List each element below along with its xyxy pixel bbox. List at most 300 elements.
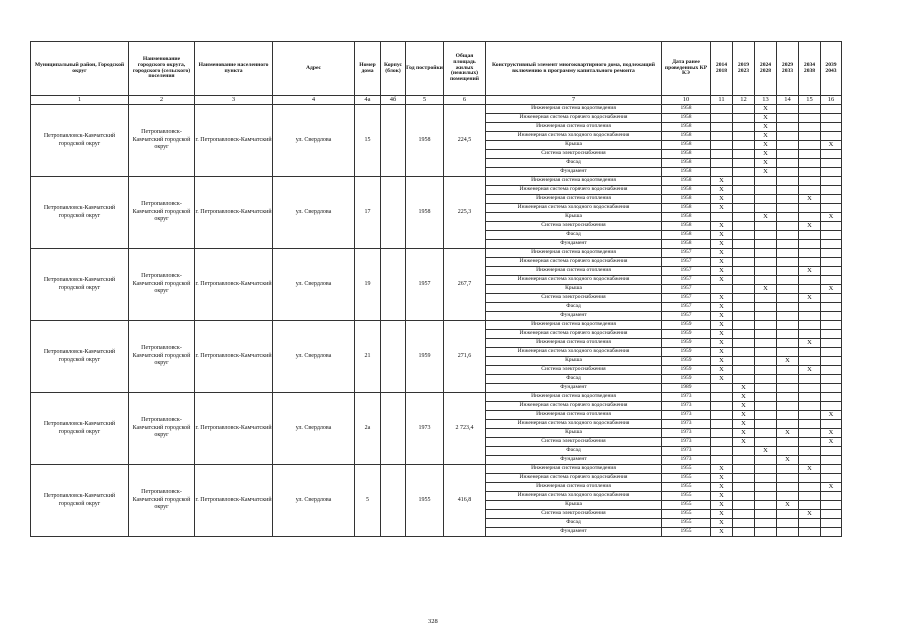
column-number: 16 <box>821 96 842 105</box>
prior-repair-date-cell: 1958 <box>662 105 711 114</box>
prior-repair-date-cell: 1958 <box>662 177 711 186</box>
period-mark-cell <box>799 474 821 483</box>
period-mark-cell <box>821 528 842 537</box>
element-cell: Крыша <box>486 213 662 222</box>
period-mark-cell <box>733 231 755 240</box>
period-mark-cell: X <box>755 168 777 177</box>
period-mark-cell <box>733 312 755 321</box>
period-mark-cell <box>799 519 821 528</box>
header-row <box>31 42 842 96</box>
table-row <box>31 105 842 114</box>
period-mark-cell <box>711 159 733 168</box>
period-mark-cell <box>799 384 821 393</box>
prior-repair-date-cell: 1958 <box>662 240 711 249</box>
period-mark-cell <box>821 393 842 402</box>
period-mark-cell <box>755 321 777 330</box>
period-mark-cell: X <box>711 375 733 384</box>
period-mark-cell <box>799 168 821 177</box>
period-mark-cell <box>755 312 777 321</box>
period-mark-cell <box>777 258 799 267</box>
period-mark-cell <box>799 357 821 366</box>
column-header: Конструктивный элемент многоквартирного дома, подлежащий включению в программу капитального ремонта <box>486 42 662 96</box>
period-mark-cell <box>711 420 733 429</box>
period-mark-cell <box>777 465 799 474</box>
settlement-cell: Петропавловск-Камчатский городской округ <box>129 465 195 537</box>
period-mark-cell <box>711 114 733 123</box>
period-mark-cell <box>733 303 755 312</box>
period-mark-cell: X <box>799 294 821 303</box>
period-mark-cell: X <box>711 312 733 321</box>
period-mark-cell <box>777 411 799 420</box>
period-mark-cell <box>821 168 842 177</box>
period-mark-cell <box>799 456 821 465</box>
block-cell <box>381 105 406 177</box>
locality-cell: г. Петропавловск-Камчатский <box>195 249 273 321</box>
period-mark-cell <box>777 366 799 375</box>
period-mark-cell <box>711 402 733 411</box>
period-mark-cell <box>821 132 842 141</box>
period-mark-cell <box>799 186 821 195</box>
column-number: 4б <box>381 96 406 105</box>
period-mark-cell <box>755 177 777 186</box>
period-mark-cell: X <box>755 285 777 294</box>
element-cell: Инженерная система водоотведения <box>486 177 662 186</box>
period-mark-cell <box>733 339 755 348</box>
period-mark-cell <box>755 474 777 483</box>
period-mark-cell <box>755 483 777 492</box>
period-mark-cell <box>733 258 755 267</box>
period-mark-cell <box>799 141 821 150</box>
period-mark-cell <box>777 105 799 114</box>
column-header: Год постройки <box>406 42 444 96</box>
period-mark-cell <box>821 150 842 159</box>
period-mark-cell <box>777 384 799 393</box>
period-mark-cell <box>799 132 821 141</box>
period-mark-cell <box>733 249 755 258</box>
prior-repair-date-cell: 1957 <box>662 276 711 285</box>
prior-repair-date-cell: 1973 <box>662 438 711 447</box>
period-mark-cell <box>799 240 821 249</box>
period-mark-cell: X <box>711 474 733 483</box>
period-mark-cell <box>755 240 777 249</box>
element-cell: Фасад <box>486 231 662 240</box>
period-mark-cell <box>799 375 821 384</box>
prior-repair-date-cell: 1958 <box>662 213 711 222</box>
period-mark-cell: X <box>799 267 821 276</box>
element-cell: Инженерная система отопления <box>486 267 662 276</box>
period-mark-cell: X <box>711 276 733 285</box>
period-mark-cell <box>821 177 842 186</box>
period-mark-cell <box>777 276 799 285</box>
area-cell: 416,8 <box>444 465 486 537</box>
period-mark-cell <box>733 141 755 150</box>
period-mark-cell <box>733 330 755 339</box>
period-mark-cell: X <box>733 384 755 393</box>
element-cell: Крыша <box>486 501 662 510</box>
district-cell: Петропавловск-Камчатский городской округ <box>31 249 129 321</box>
period-mark-cell <box>821 195 842 204</box>
period-mark-cell <box>733 168 755 177</box>
table-row <box>31 177 842 186</box>
house-number-cell: 15 <box>355 105 381 177</box>
period-mark-cell <box>755 294 777 303</box>
period-mark-cell <box>755 195 777 204</box>
period-mark-cell <box>755 465 777 474</box>
column-number: 11 <box>711 96 733 105</box>
period-mark-cell <box>777 150 799 159</box>
prior-repair-date-cell: 1958 <box>662 132 711 141</box>
prior-repair-date-cell: 1959 <box>662 357 711 366</box>
column-number: 14 <box>777 96 799 105</box>
column-header: 2034 2038 <box>799 42 821 96</box>
period-mark-cell <box>777 321 799 330</box>
period-mark-cell <box>733 105 755 114</box>
prior-repair-date-cell: 1955 <box>662 510 711 519</box>
period-mark-cell <box>733 447 755 456</box>
period-mark-cell <box>711 105 733 114</box>
period-mark-cell <box>799 159 821 168</box>
period-mark-cell: X <box>733 429 755 438</box>
period-mark-cell <box>799 330 821 339</box>
prior-repair-date-cell: 1973 <box>662 456 711 465</box>
column-header: 2024 2028 <box>755 42 777 96</box>
area-cell: 267,7 <box>444 249 486 321</box>
prior-repair-date-cell: 1959 <box>662 366 711 375</box>
period-mark-cell: X <box>711 501 733 510</box>
prior-repair-date-cell: 1958 <box>662 150 711 159</box>
locality-cell: г. Петропавловск-Камчатский <box>195 465 273 537</box>
period-mark-cell <box>777 285 799 294</box>
block-cell <box>381 393 406 465</box>
period-mark-cell: X <box>799 339 821 348</box>
period-mark-cell <box>711 411 733 420</box>
period-mark-cell: X <box>777 456 799 465</box>
element-cell: Инженерная система водоотведения <box>486 249 662 258</box>
address-cell: ул. Свердлова <box>273 393 355 465</box>
period-mark-cell: X <box>821 483 842 492</box>
period-mark-cell <box>821 519 842 528</box>
period-mark-cell <box>799 123 821 132</box>
period-mark-cell <box>777 339 799 348</box>
column-header: 2019 2023 <box>733 42 755 96</box>
element-cell: Фундамент <box>486 168 662 177</box>
period-mark-cell <box>821 123 842 132</box>
period-mark-cell <box>799 276 821 285</box>
prior-repair-date-cell: 1957 <box>662 249 711 258</box>
period-mark-cell <box>799 303 821 312</box>
period-mark-cell <box>733 204 755 213</box>
period-mark-cell <box>777 231 799 240</box>
element-cell: Крыша <box>486 285 662 294</box>
settlement-cell: Петропавловск-Камчатский городской округ <box>129 105 195 177</box>
column-header: 2029 2033 <box>777 42 799 96</box>
period-mark-cell: X <box>799 366 821 375</box>
period-mark-cell <box>755 258 777 267</box>
period-mark-cell <box>711 285 733 294</box>
period-mark-cell: X <box>821 285 842 294</box>
house-number-cell: 21 <box>355 321 381 393</box>
period-mark-cell <box>733 276 755 285</box>
element-cell: Фундамент <box>486 456 662 465</box>
period-mark-cell: X <box>755 150 777 159</box>
period-mark-cell <box>799 114 821 123</box>
period-mark-cell <box>799 249 821 258</box>
element-cell: Система электроснабжения <box>486 438 662 447</box>
period-mark-cell <box>821 159 842 168</box>
element-cell: Фасад <box>486 447 662 456</box>
period-mark-cell <box>755 429 777 438</box>
period-mark-cell <box>821 402 842 411</box>
period-mark-cell: X <box>733 402 755 411</box>
period-mark-cell <box>821 231 842 240</box>
period-mark-cell: X <box>733 411 755 420</box>
element-cell: Крыша <box>486 357 662 366</box>
period-mark-cell <box>821 258 842 267</box>
period-mark-cell <box>755 393 777 402</box>
period-mark-cell <box>821 222 842 231</box>
column-header: Дата ранее проведенных КР КЭ <box>662 42 711 96</box>
period-mark-cell <box>733 123 755 132</box>
period-mark-cell <box>711 447 733 456</box>
period-mark-cell <box>777 195 799 204</box>
period-mark-cell <box>733 357 755 366</box>
prior-repair-date-cell: 1958 <box>662 123 711 132</box>
prior-repair-date-cell: 1955 <box>662 474 711 483</box>
column-number: 12 <box>733 96 755 105</box>
period-mark-cell <box>777 312 799 321</box>
element-cell: Инженерная система водоотведения <box>486 465 662 474</box>
prior-repair-date-cell: 1958 <box>662 195 711 204</box>
period-mark-cell <box>733 294 755 303</box>
period-mark-cell <box>733 510 755 519</box>
period-mark-cell <box>821 366 842 375</box>
column-number: 6 <box>444 96 486 105</box>
area-cell: 224,5 <box>444 105 486 177</box>
year-cell: 1958 <box>406 105 444 177</box>
period-mark-cell <box>777 186 799 195</box>
year-cell: 1955 <box>406 465 444 537</box>
period-mark-cell <box>733 492 755 501</box>
period-mark-cell <box>821 303 842 312</box>
period-mark-cell <box>733 528 755 537</box>
period-mark-cell <box>711 438 733 447</box>
table-row <box>31 393 842 402</box>
period-mark-cell: X <box>821 438 842 447</box>
period-mark-cell <box>821 456 842 465</box>
period-mark-cell <box>777 483 799 492</box>
element-cell: Инженерная система отопления <box>486 123 662 132</box>
period-mark-cell <box>733 366 755 375</box>
period-mark-cell <box>777 447 799 456</box>
period-mark-cell <box>777 510 799 519</box>
table-row <box>31 465 842 474</box>
period-mark-cell <box>733 195 755 204</box>
period-mark-cell <box>821 420 842 429</box>
element-cell: Крыша <box>486 429 662 438</box>
column-header: Номер дома <box>355 42 381 96</box>
period-mark-cell: X <box>755 123 777 132</box>
year-cell: 1957 <box>406 249 444 321</box>
period-mark-cell: X <box>755 105 777 114</box>
column-header: Наименование населенного пункта <box>195 42 273 96</box>
period-mark-cell <box>821 492 842 501</box>
period-mark-cell <box>799 348 821 357</box>
element-cell: Фундамент <box>486 240 662 249</box>
period-mark-cell <box>777 222 799 231</box>
period-mark-cell <box>733 348 755 357</box>
period-mark-cell <box>733 240 755 249</box>
period-mark-cell <box>777 330 799 339</box>
period-mark-cell <box>755 303 777 312</box>
element-cell: Инженерная система отопления <box>486 339 662 348</box>
element-cell: Система электроснабжения <box>486 366 662 375</box>
element-cell: Инженерная система холодного водоснабжения <box>486 132 662 141</box>
prior-repair-date-cell: 1958 <box>662 159 711 168</box>
period-mark-cell <box>733 222 755 231</box>
period-mark-cell <box>799 105 821 114</box>
period-mark-cell: X <box>755 213 777 222</box>
house-number-cell: 19 <box>355 249 381 321</box>
period-mark-cell <box>799 483 821 492</box>
element-cell: Фасад <box>486 375 662 384</box>
period-mark-cell: X <box>777 429 799 438</box>
period-mark-cell <box>755 411 777 420</box>
period-mark-cell: X <box>711 303 733 312</box>
period-mark-cell: X <box>711 177 733 186</box>
column-header: Муниципальный район, Городской округ <box>31 42 129 96</box>
table-body <box>31 105 842 537</box>
period-mark-cell: X <box>711 249 733 258</box>
element-cell: Инженерная система горячего водоснабжения <box>486 474 662 483</box>
period-mark-cell <box>777 240 799 249</box>
period-mark-cell: X <box>799 510 821 519</box>
element-cell: Инженерная система горячего водоснабжения <box>486 402 662 411</box>
period-mark-cell <box>755 456 777 465</box>
element-cell: Инженерная система горячего водоснабжения <box>486 258 662 267</box>
period-mark-cell: X <box>711 204 733 213</box>
period-mark-cell: X <box>733 438 755 447</box>
period-mark-cell <box>777 303 799 312</box>
period-mark-cell <box>711 132 733 141</box>
period-mark-cell <box>733 465 755 474</box>
prior-repair-date-cell: 1973 <box>662 393 711 402</box>
element-cell: Фундамент <box>486 528 662 537</box>
element-cell: Инженерная система холодного водоснабжения <box>486 276 662 285</box>
period-mark-cell <box>755 420 777 429</box>
period-mark-cell: X <box>711 186 733 195</box>
prior-repair-date-cell: 1955 <box>662 483 711 492</box>
settlement-cell: Петропавловск-Камчатский городской округ <box>129 249 195 321</box>
period-mark-cell: X <box>799 465 821 474</box>
element-cell: Инженерная система холодного водоснабжения <box>486 420 662 429</box>
period-mark-cell: X <box>711 240 733 249</box>
period-mark-cell <box>755 330 777 339</box>
column-header: Общая площадь жилых (нежилых) помещений <box>444 42 486 96</box>
prior-repair-date-cell: 1957 <box>662 303 711 312</box>
element-cell: Крыша <box>486 141 662 150</box>
element-cell: Фундамент <box>486 312 662 321</box>
prior-repair-date-cell: 1973 <box>662 411 711 420</box>
table-row <box>31 321 842 330</box>
period-mark-cell <box>799 204 821 213</box>
period-mark-cell <box>799 411 821 420</box>
period-mark-cell <box>821 186 842 195</box>
period-mark-cell <box>821 510 842 519</box>
period-mark-cell <box>777 474 799 483</box>
column-number: 13 <box>755 96 777 105</box>
period-mark-cell <box>755 357 777 366</box>
period-mark-cell <box>777 492 799 501</box>
period-mark-cell <box>711 123 733 132</box>
period-mark-cell: X <box>755 159 777 168</box>
period-mark-cell: X <box>711 321 733 330</box>
period-mark-cell <box>711 168 733 177</box>
period-mark-cell <box>799 177 821 186</box>
period-mark-cell: X <box>755 141 777 150</box>
period-mark-cell: X <box>711 528 733 537</box>
period-mark-cell <box>799 429 821 438</box>
period-mark-cell: X <box>821 411 842 420</box>
prior-repair-date-cell: 1958 <box>662 186 711 195</box>
period-mark-cell <box>733 321 755 330</box>
period-mark-cell: X <box>711 231 733 240</box>
period-mark-cell <box>733 177 755 186</box>
period-mark-cell <box>755 375 777 384</box>
period-mark-cell <box>733 474 755 483</box>
period-mark-cell <box>755 222 777 231</box>
period-mark-cell <box>777 159 799 168</box>
period-mark-cell <box>821 240 842 249</box>
period-mark-cell: X <box>711 483 733 492</box>
address-cell: ул. Свердлова <box>273 249 355 321</box>
prior-repair-date-cell: 1958 <box>662 168 711 177</box>
period-mark-cell <box>733 186 755 195</box>
period-mark-cell <box>799 150 821 159</box>
prior-repair-date-cell: 1958 <box>662 231 711 240</box>
period-mark-cell: X <box>711 465 733 474</box>
element-cell: Фасад <box>486 159 662 168</box>
period-mark-cell: X <box>733 393 755 402</box>
page-number: 328 <box>428 618 438 625</box>
element-cell: Система электроснабжения <box>486 294 662 303</box>
period-mark-cell <box>755 186 777 195</box>
prior-repair-date-cell: 1958 <box>662 204 711 213</box>
period-mark-cell <box>821 267 842 276</box>
element-cell: Фасад <box>486 303 662 312</box>
period-mark-cell: X <box>711 258 733 267</box>
period-mark-cell <box>777 420 799 429</box>
element-cell: Инженерная система водоотведения <box>486 105 662 114</box>
prior-repair-date-cell: 1955 <box>662 519 711 528</box>
period-mark-cell <box>733 483 755 492</box>
period-mark-cell <box>733 159 755 168</box>
locality-cell: г. Петропавловск-Камчатский <box>195 105 273 177</box>
prior-repair-date-cell: 1957 <box>662 267 711 276</box>
prior-repair-date-cell: 1989 <box>662 384 711 393</box>
district-cell: Петропавловск-Камчатский городской округ <box>31 465 129 537</box>
period-mark-cell <box>821 321 842 330</box>
element-cell: Система электроснабжения <box>486 222 662 231</box>
period-mark-cell <box>821 114 842 123</box>
element-cell: Инженерная система водоотведения <box>486 393 662 402</box>
block-cell <box>381 249 406 321</box>
period-mark-cell <box>777 267 799 276</box>
period-mark-cell <box>777 213 799 222</box>
column-header: 2039 2043 <box>821 42 842 96</box>
period-mark-cell <box>821 312 842 321</box>
period-mark-cell <box>799 501 821 510</box>
period-mark-cell <box>799 321 821 330</box>
